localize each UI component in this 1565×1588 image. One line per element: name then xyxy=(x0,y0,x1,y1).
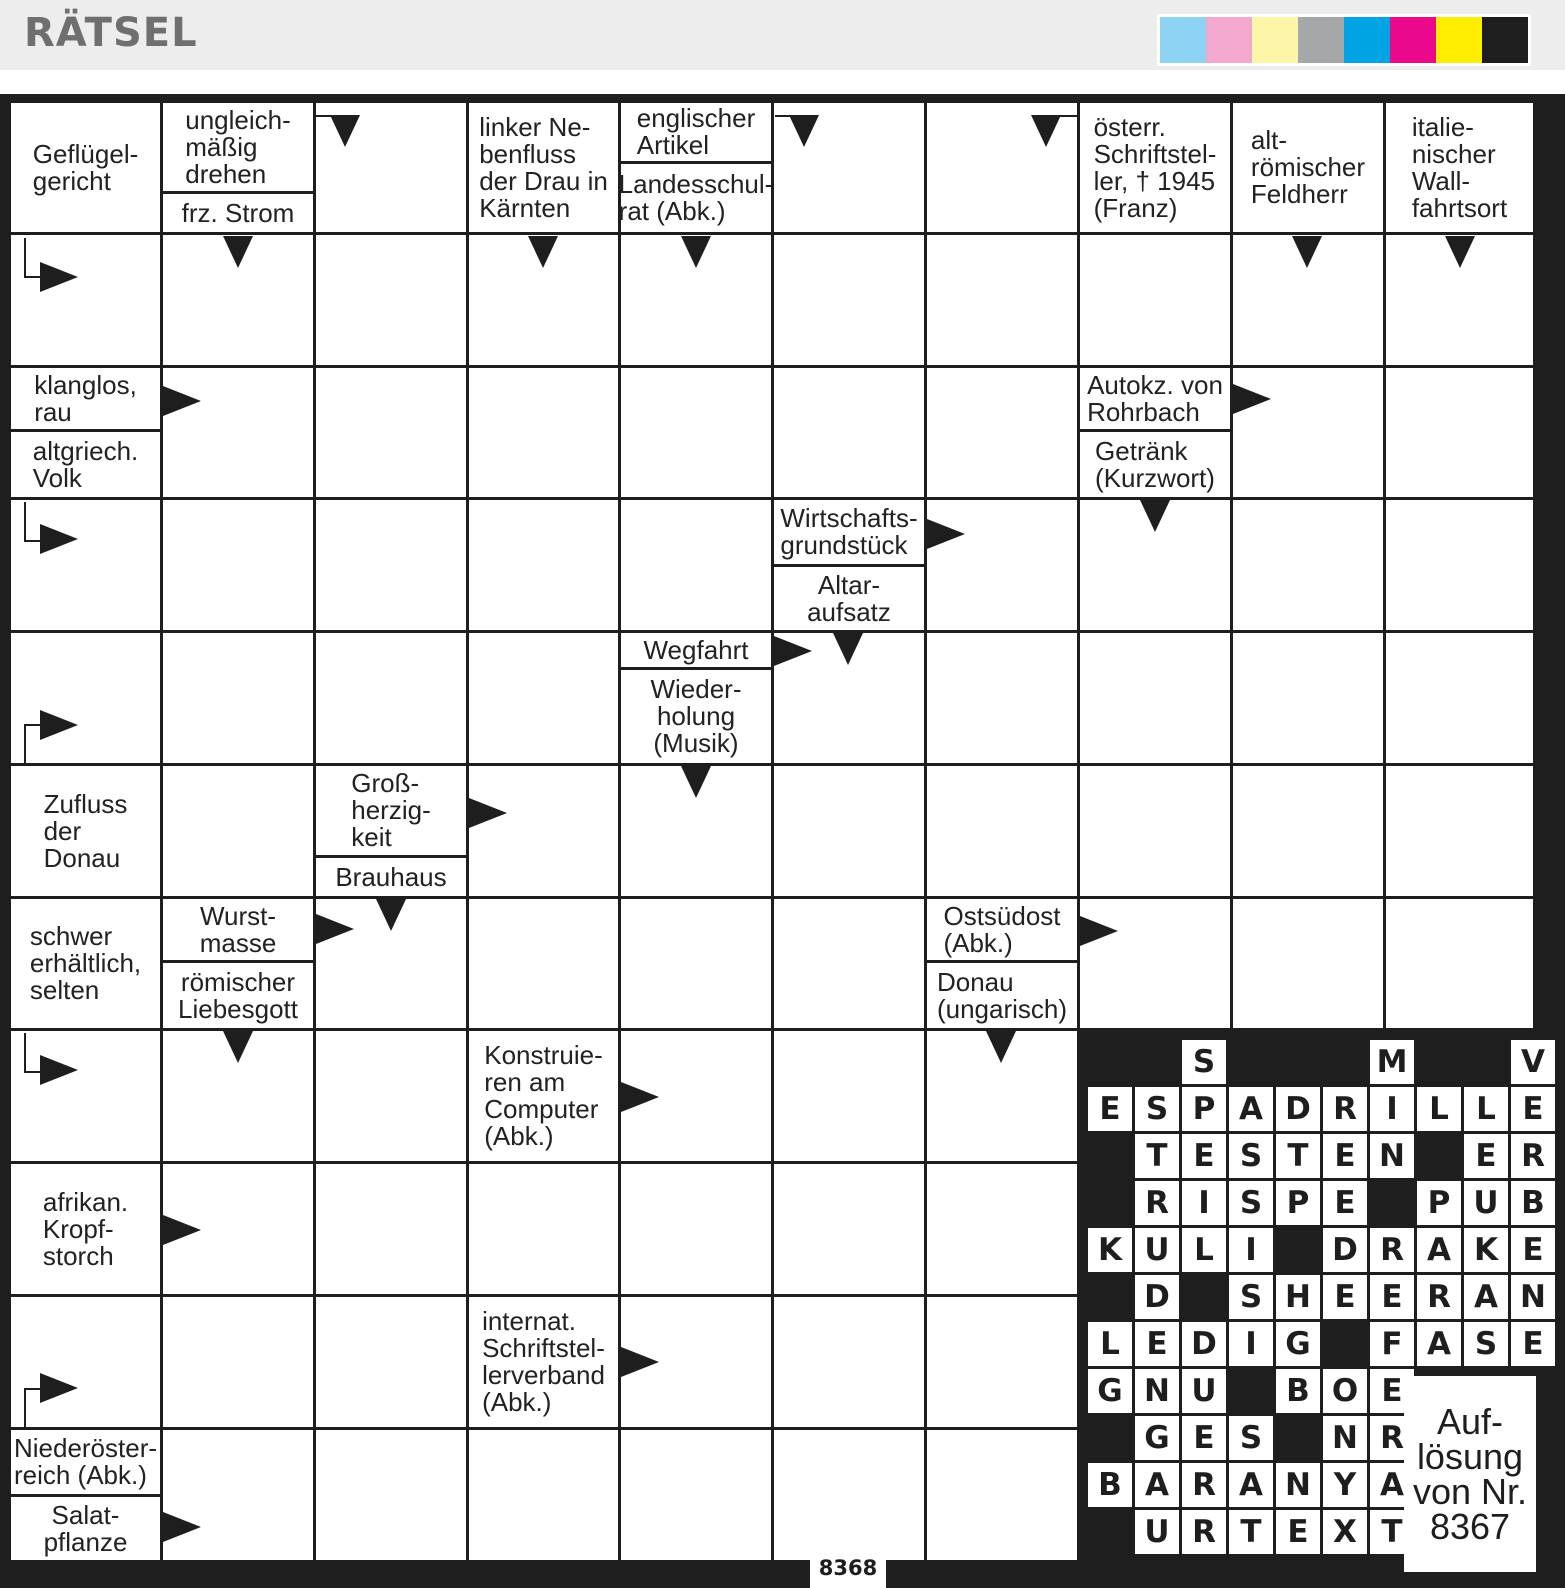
solution-letter: T xyxy=(1276,1134,1320,1178)
grid-cell[interactable] xyxy=(927,633,1077,763)
solution-letter: G xyxy=(1088,1369,1132,1413)
clue-text: Zufluss der Donau xyxy=(43,788,128,873)
solution-letter: R xyxy=(1182,1463,1226,1507)
solution-letter: U xyxy=(1135,1510,1179,1554)
color-swatch xyxy=(1206,17,1252,63)
arrow-down-icon xyxy=(376,899,406,931)
grid-cell[interactable] xyxy=(163,500,313,630)
clue-text: Landesschul- rat (Abk.) xyxy=(618,169,774,226)
clue-cell xyxy=(11,103,160,232)
grid-cell[interactable] xyxy=(1233,766,1383,896)
arrow-right-icon xyxy=(621,1082,659,1112)
grid-cell[interactable] xyxy=(1233,500,1383,630)
solution-letter: E xyxy=(1511,1087,1555,1131)
grid-cell[interactable] xyxy=(1386,368,1533,497)
arrow-right-icon xyxy=(469,798,507,828)
clue-cell xyxy=(11,1497,160,1560)
solution-letter: I xyxy=(1229,1322,1273,1366)
clue-text: Getränk (Kurzwort) xyxy=(1095,435,1215,493)
arrow-right-icon xyxy=(40,1373,78,1403)
clue-cell xyxy=(621,633,771,667)
clue-cell xyxy=(1233,103,1383,232)
solution-block xyxy=(1276,1416,1320,1460)
grid-cell[interactable] xyxy=(621,500,771,630)
solution-letter: E xyxy=(1370,1369,1414,1413)
color-swatch xyxy=(1252,17,1298,63)
grid-cell[interactable] xyxy=(927,1430,1077,1560)
clue-text: ungleich- mäßig drehen xyxy=(185,104,291,189)
grid-cell[interactable] xyxy=(1386,500,1533,630)
solution-letter: O xyxy=(1323,1369,1367,1413)
header-bar xyxy=(0,0,1565,70)
grid-cell[interactable] xyxy=(1080,235,1230,365)
solution-letter: N xyxy=(1511,1275,1555,1319)
solution-letter: U xyxy=(1135,1228,1179,1272)
arrow-bend-icon xyxy=(24,1388,42,1430)
clue-cell xyxy=(11,432,160,497)
arrow-right-icon xyxy=(774,636,812,666)
clue-text: Ostsüdost (Abk.) xyxy=(943,900,1061,958)
solution-letter: N xyxy=(1135,1369,1179,1413)
grid-cell[interactable] xyxy=(774,368,924,497)
solution-block xyxy=(1417,1134,1461,1178)
grid-cell[interactable] xyxy=(1233,899,1383,1028)
clue-cell xyxy=(11,1164,160,1294)
solution-letter: T xyxy=(1135,1134,1179,1178)
grid-cell[interactable] xyxy=(621,1164,771,1294)
solution-letter: S xyxy=(1229,1134,1273,1178)
solution-letter: G xyxy=(1135,1416,1179,1460)
arrow-bend-icon xyxy=(24,724,42,764)
grid-cell[interactable] xyxy=(927,766,1077,896)
solution-letter: E xyxy=(1323,1181,1367,1225)
solution-note: Auf- lösung von Nr. 8367 xyxy=(1404,1376,1536,1572)
solution-letter: H xyxy=(1276,1275,1320,1319)
solution-letter: I xyxy=(1229,1228,1273,1272)
clue-text: englischer Artikel xyxy=(636,103,756,160)
grid-cell[interactable] xyxy=(469,766,618,896)
arrow-right-icon xyxy=(163,1512,201,1542)
solution-letter: A xyxy=(1417,1322,1461,1366)
clue-cell xyxy=(927,899,1077,960)
arrow-bend-icon xyxy=(1046,115,1078,131)
clue-cell xyxy=(621,103,771,161)
clue-text: Donau (ungarisch) xyxy=(936,966,1068,1024)
arrow-bend-icon xyxy=(24,1033,42,1073)
solution-block xyxy=(1323,1322,1367,1366)
grid-cell[interactable] xyxy=(163,633,313,763)
solution-letter: L xyxy=(1088,1322,1132,1366)
grid-cell[interactable] xyxy=(316,1164,466,1294)
grid-cell[interactable] xyxy=(316,1297,466,1427)
solution-letter: R xyxy=(1511,1134,1555,1178)
solution-letter: R xyxy=(1370,1416,1414,1460)
clue-cell xyxy=(774,500,924,564)
color-swatch xyxy=(1298,17,1344,63)
solution-letter: E xyxy=(1370,1275,1414,1319)
clue-text: österr. Schriftstel- ler, † 1945 (Franz) xyxy=(1093,111,1217,223)
solution-letter: E xyxy=(1276,1510,1320,1554)
arrow-down-icon xyxy=(1140,500,1170,532)
clue-cell xyxy=(163,194,313,232)
clue-cell xyxy=(163,963,313,1028)
solution-letter: P xyxy=(1276,1181,1320,1225)
clue-cell xyxy=(11,766,160,896)
solution-block xyxy=(1229,1040,1273,1084)
grid-cell[interactable] xyxy=(316,368,466,497)
grid-cell[interactable] xyxy=(1080,633,1230,763)
solution-letter: Y xyxy=(1323,1463,1367,1507)
arrow-right-icon xyxy=(621,1347,659,1377)
solution-letter: R xyxy=(1370,1228,1414,1272)
grid-cell[interactable] xyxy=(927,235,1077,365)
solution-letter: D xyxy=(1276,1087,1320,1131)
solution-letter: I xyxy=(1370,1087,1414,1131)
solution-letter: S xyxy=(1464,1322,1508,1366)
solution-letter: B xyxy=(1276,1369,1320,1413)
clue-cell xyxy=(316,858,466,896)
color-swatch xyxy=(1390,17,1436,63)
clue-cell xyxy=(1386,103,1533,232)
solution-letter: A xyxy=(1370,1463,1414,1507)
clue-cell xyxy=(316,766,466,855)
solution-letter: R xyxy=(1182,1510,1226,1554)
solution-letter: B xyxy=(1511,1181,1555,1225)
solution-letter: I xyxy=(1182,1181,1226,1225)
arrow-right-icon xyxy=(316,914,354,944)
solution-letter: P xyxy=(1182,1087,1226,1131)
solution-letter: E xyxy=(1135,1322,1179,1366)
grid-cell[interactable] xyxy=(1386,766,1533,896)
grid-cell[interactable] xyxy=(316,633,466,763)
grid-cell[interactable] xyxy=(469,1164,618,1294)
clue-cell xyxy=(1080,103,1230,232)
solution-letter: K xyxy=(1464,1228,1508,1272)
arrow-down-icon xyxy=(681,236,711,268)
arrow-bend-icon xyxy=(316,115,348,131)
grid-cell[interactable] xyxy=(774,1031,924,1161)
arrow-down-icon xyxy=(986,1031,1016,1063)
clue-text: Altar- aufsatz xyxy=(807,569,891,627)
clue-cell xyxy=(1080,432,1230,497)
solution-letter: E xyxy=(1182,1134,1226,1178)
clue-text: Wegfahrt xyxy=(643,634,749,665)
solution-block xyxy=(1276,1228,1320,1272)
solution-letter: E xyxy=(1088,1087,1132,1131)
arrow-right-icon xyxy=(163,386,201,416)
solution-letter: G xyxy=(1276,1322,1320,1366)
solution-letter: T xyxy=(1370,1510,1414,1554)
clue-text: italie- nischer Wall- fahrtsort xyxy=(1411,111,1508,223)
clue-cell xyxy=(163,103,313,191)
solution-letter: N xyxy=(1276,1463,1320,1507)
solution-letter: D xyxy=(1182,1322,1226,1366)
grid-cell[interactable] xyxy=(927,368,1077,497)
solution-block xyxy=(1464,1040,1508,1084)
arrow-bend-icon xyxy=(775,115,807,131)
clue-cell xyxy=(11,899,160,1028)
solution-letter: T xyxy=(1229,1510,1273,1554)
solution-block xyxy=(1088,1416,1132,1460)
grid-cell[interactable] xyxy=(316,235,466,365)
arrow-down-icon xyxy=(223,236,253,268)
solution-block xyxy=(1088,1275,1132,1319)
solution-block xyxy=(1323,1040,1367,1084)
clue-text: Groß- herzig- keit xyxy=(351,768,431,852)
arrow-right-icon xyxy=(40,710,78,740)
grid-cell[interactable] xyxy=(1080,766,1230,896)
arrow-right-icon xyxy=(40,262,78,292)
solution-letter: A xyxy=(1135,1463,1179,1507)
solution-letter: A xyxy=(1229,1463,1273,1507)
solution-letter: A xyxy=(1464,1275,1508,1319)
grid-cell[interactable] xyxy=(774,1164,924,1294)
grid-cell[interactable] xyxy=(469,368,618,497)
arrow-down-icon xyxy=(833,633,863,665)
solution-block xyxy=(1088,1510,1132,1554)
clue-cell xyxy=(469,1297,618,1427)
grid-cell[interactable] xyxy=(469,899,618,1028)
solution-letter: B xyxy=(1088,1463,1132,1507)
solution-letter: R xyxy=(1417,1275,1461,1319)
solution-block xyxy=(1088,1134,1132,1178)
solution-letter: U xyxy=(1182,1369,1226,1413)
clue-cell xyxy=(927,963,1077,1028)
solution-letter: E xyxy=(1511,1228,1555,1272)
clue-text: Wurst- masse xyxy=(199,900,277,958)
grid-cell[interactable] xyxy=(774,235,924,365)
solution-letter: K xyxy=(1088,1228,1132,1272)
color-swatch xyxy=(1160,17,1206,63)
arrow-down-icon xyxy=(1292,236,1322,268)
grid-cell[interactable] xyxy=(316,1031,466,1161)
clue-text: altgriech. Volk xyxy=(32,435,139,493)
arrow-bend-icon xyxy=(24,238,42,278)
arrow-right-icon xyxy=(927,519,965,549)
solution-block xyxy=(1370,1181,1414,1225)
grid-cell[interactable] xyxy=(927,1164,1077,1294)
grid-cell[interactable] xyxy=(316,500,466,630)
solution-letter: U xyxy=(1464,1181,1508,1225)
solution-block xyxy=(1088,1181,1132,1225)
grid-cell[interactable] xyxy=(774,1430,924,1560)
solution-letter: S xyxy=(1182,1040,1226,1084)
clue-cell xyxy=(163,899,313,960)
color-calibration-bar xyxy=(1157,14,1531,66)
color-swatch xyxy=(1482,17,1528,63)
solution-letter: A xyxy=(1229,1087,1273,1131)
clue-cell xyxy=(11,1430,160,1494)
solution-letter: E xyxy=(1511,1322,1555,1366)
solution-block xyxy=(1229,1369,1273,1413)
grid-cell[interactable] xyxy=(927,1297,1077,1427)
grid-cell[interactable] xyxy=(163,766,313,896)
grid-cell[interactable] xyxy=(1233,633,1383,763)
arrow-down-icon xyxy=(223,1031,253,1063)
clue-text: Wieder- holung (Musik) xyxy=(650,674,742,758)
arrow-down-icon xyxy=(528,236,558,268)
solution-letter: A xyxy=(1417,1228,1461,1272)
grid-cell[interactable] xyxy=(469,500,618,630)
clue-text: schwer erhältlich, selten xyxy=(29,921,142,1005)
solution-letter: L xyxy=(1182,1228,1226,1272)
clue-text: Geflügel- gericht xyxy=(32,138,139,196)
solution-block xyxy=(1088,1040,1132,1084)
grid-cell[interactable] xyxy=(1386,899,1533,1028)
grid-cell[interactable] xyxy=(774,899,924,1028)
grid-cell[interactable] xyxy=(469,633,618,763)
clue-text: internat. Schriftstel- lerverband (Abk.) xyxy=(482,1306,605,1417)
arrow-down-icon xyxy=(1445,236,1475,268)
arrow-right-icon xyxy=(1233,384,1271,414)
solution-letter: V xyxy=(1511,1040,1555,1084)
solution-letter: N xyxy=(1370,1134,1414,1178)
solution-letter: R xyxy=(1135,1181,1179,1225)
clue-cell xyxy=(469,1031,618,1161)
clue-cell xyxy=(618,164,774,232)
solution-letter: E xyxy=(1323,1134,1367,1178)
solution-letter: E xyxy=(1182,1416,1226,1460)
grid-cell[interactable] xyxy=(621,368,771,497)
arrow-right-icon xyxy=(163,1215,201,1245)
clue-cell xyxy=(11,368,160,429)
solution-block xyxy=(1276,1040,1320,1084)
clue-text: linker Ne- benfluss der Drau in Kärnten xyxy=(479,111,608,223)
grid-cell[interactable] xyxy=(774,766,924,896)
grid-cell[interactable] xyxy=(621,899,771,1028)
grid-cell[interactable] xyxy=(469,1430,618,1560)
solution-letter: E xyxy=(1464,1134,1508,1178)
grid-cell[interactable] xyxy=(774,1297,924,1427)
arrow-down-icon xyxy=(681,766,711,798)
clue-text: frz. Strom xyxy=(181,197,295,228)
solution-letter: D xyxy=(1135,1275,1179,1319)
clue-text: Wirtschafts- grundstück xyxy=(780,503,918,560)
grid-cell[interactable] xyxy=(163,1297,313,1427)
solution-letter: X xyxy=(1323,1510,1367,1554)
clue-text: Autokz. von Rohrbach xyxy=(1087,369,1223,427)
color-swatch xyxy=(1436,17,1482,63)
solution-letter: M xyxy=(1370,1040,1414,1084)
clue-text: alt- römischer Feldherr xyxy=(1250,125,1366,209)
solution-letter: S xyxy=(1229,1275,1273,1319)
solution-letter: R xyxy=(1323,1087,1367,1131)
arrow-right-icon xyxy=(1080,916,1118,946)
solution-block xyxy=(1135,1040,1179,1084)
clue-cell xyxy=(774,567,924,630)
solution-letter: P xyxy=(1417,1181,1461,1225)
solution-letter: L xyxy=(1417,1087,1461,1131)
clue-text: Brauhaus xyxy=(335,861,447,892)
grid-cell[interactable] xyxy=(1386,633,1533,763)
solution-letter: N xyxy=(1323,1416,1367,1460)
solution-letter: S xyxy=(1135,1087,1179,1131)
clue-text: Salat- pflanze xyxy=(43,1499,128,1557)
solution-block xyxy=(1417,1040,1461,1084)
page-title: RÄTSEL xyxy=(24,10,198,56)
arrow-right-icon xyxy=(40,1055,78,1085)
clue-text: klanglos, rau xyxy=(34,369,137,427)
puzzle-number: 8368 xyxy=(810,1551,886,1588)
clue-cell xyxy=(1080,368,1230,429)
solution-letter: F xyxy=(1370,1322,1414,1366)
grid-cell[interactable] xyxy=(316,1430,466,1560)
solution-letter: S xyxy=(1229,1416,1273,1460)
clue-text: afrikan. Kropf- storch xyxy=(42,1186,129,1271)
arrow-bend-icon xyxy=(24,502,42,542)
grid-cell[interactable] xyxy=(621,1430,771,1560)
clue-text: Niederöster- reich (Abk.) xyxy=(13,1433,158,1490)
solution-block xyxy=(1182,1275,1226,1319)
clue-cell xyxy=(469,103,618,232)
clue-cell xyxy=(621,670,771,763)
color-swatch xyxy=(1344,17,1390,63)
solution-letter: L xyxy=(1464,1087,1508,1131)
solution-letter: E xyxy=(1323,1275,1367,1319)
clue-text: Konstruie- ren am Computer (Abk.) xyxy=(484,1040,603,1151)
arrow-right-icon xyxy=(40,524,78,554)
solution-letter: D xyxy=(1323,1228,1367,1272)
solution-letter: S xyxy=(1229,1181,1273,1225)
clue-text: römischer Liebesgott xyxy=(178,966,298,1024)
